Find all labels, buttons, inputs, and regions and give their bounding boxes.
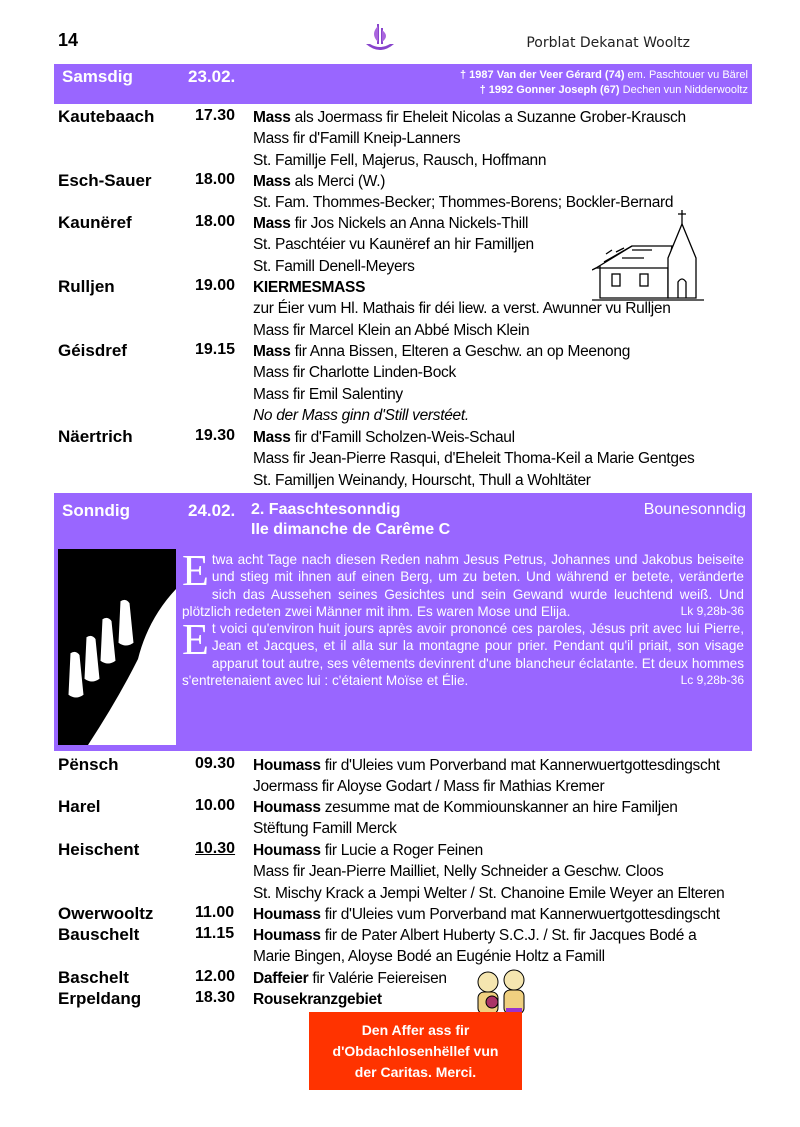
- intention-line: Joermass fir Aloyse Godart / Mass fir Mathias Kremer: [253, 778, 605, 796]
- memorial-list: [460, 68, 748, 98]
- place-name: Pënsch: [58, 755, 119, 774]
- intention-line: Mass fir Anna Bissen, Elteren a Geschw. an op Meenong: [253, 343, 631, 360]
- place-name: Baschelt: [58, 968, 129, 987]
- feast-title-fr: IIe dimanche de Carême C: [251, 521, 451, 538]
- mass-time: 19.15: [195, 341, 236, 358]
- saturday-header: [54, 64, 752, 104]
- place-name: Kaunëref: [58, 213, 132, 232]
- intention-line: Mass als Joermass fir Eheleit Nicolas a Suzanne Grober-Krausch: [253, 109, 686, 126]
- intention-list: [253, 755, 720, 798]
- place-name: Géisdref: [58, 341, 127, 360]
- day-label: Samsdig: [62, 67, 133, 86]
- intention-line: Mass fir Emil Salentiny: [253, 385, 403, 403]
- place-name: Heischent: [58, 840, 140, 859]
- intention-list: [253, 968, 447, 989]
- mass-time: 19.30: [195, 427, 236, 444]
- intention-line: St. Familljen Weinandy, Hourscht, Thull a Wohltäter: [253, 471, 591, 489]
- intention-line: Daffeier fir Valérie Feiereisen: [253, 970, 447, 987]
- feast-title-lu: 2. Faaschtesonndig: [251, 501, 401, 518]
- intention-line: Mass fir d'Famill Scholzen-Weis-Schaul: [253, 429, 515, 446]
- mass-time: 19.00: [195, 277, 236, 294]
- scripture-ref: Lc 9,28b-36: [680, 673, 744, 688]
- intention-list: [253, 904, 720, 925]
- intention-list: [253, 213, 534, 277]
- notice-line: Den Affer ass fir: [361, 1022, 470, 1038]
- date-label: 23.02.: [188, 67, 236, 86]
- intention-line: Houmass fir d'Uleies vum Porverband mat Kannerwuertgottesdingscht: [253, 906, 720, 923]
- church-icon: [592, 206, 706, 302]
- mass-time: 11.00: [195, 904, 235, 921]
- day-label: Sonndig: [62, 501, 130, 520]
- intention-list: [253, 427, 694, 491]
- gospel-fr: Et voici qu'environ huit jours après avoir prononcé ces paroles, Jésus prit avec lui Pierre, Jean et Jacques, et il alla sur la montagne pour prier. Pendant qu'il priait, son visage apparut tout autre, ses vêtements devinrent d'une blancheur éclatante. Et deux hommes s'entretenaient avec lui : c'étaient Moïse et Élie. Lc 9,28b-36: [182, 615, 744, 689]
- feast-subtitle: Bounesonndig: [643, 501, 746, 518]
- intention-line: Marie Bingen, Aloyse Bodé an Eugénie Holtz a Famill: [253, 948, 605, 966]
- intention-line: St. Famillje Fell, Majerus, Rausch, Hoffmann: [253, 151, 547, 169]
- intention-line: Mass fir Jos Nickels an Anna Nickels-Thill: [253, 215, 529, 232]
- place-name: Näertrich: [58, 427, 133, 446]
- sunday-header: [54, 493, 752, 751]
- memorial-item: † 1992 Gonner Joseph (67) Dechen vun Nidderwooltz: [479, 84, 748, 96]
- mass-time: 11.15: [195, 925, 235, 942]
- place-name: Erpeldang: [58, 989, 142, 1008]
- place-name: Harel: [58, 797, 101, 816]
- intention-line: KIERMESMASS: [253, 279, 366, 296]
- mass-time: 10.30: [195, 840, 236, 857]
- intention-list: [253, 107, 686, 171]
- mass-time: 09.30: [195, 755, 236, 772]
- place-name: Bauschelt: [58, 925, 140, 944]
- mass-time: 17.30: [195, 107, 236, 124]
- intention-line: Mass fir Jean-Pierre Rasqui, d'Eheleit Thoma-Keil a Marie Gentges: [253, 450, 695, 468]
- intention-list: [253, 840, 724, 904]
- transfiguration-illustration: [58, 549, 176, 745]
- offering-notice: [309, 1012, 522, 1090]
- intention-line: St. Fam. Thommes-Becker; Thommes-Borens; Bockler-Bernard: [253, 194, 674, 212]
- intention-line: zur Éier vum Hl. Mathais fir déi liew. a verst. Awunner vu Rulljen: [253, 300, 671, 318]
- intention-line: St. Paschtéier vu Kaunëref an hir Familljen: [253, 236, 534, 254]
- mass-time: 10.00: [195, 797, 236, 814]
- intention-line: Mass als Merci (W.): [253, 173, 386, 190]
- publication-title: Porblat Dekanat Wooltz: [526, 35, 690, 51]
- date-label: 24.02.: [188, 501, 236, 520]
- intention-line: Rousekranzgebiet: [253, 991, 382, 1008]
- drop-cap: E: [182, 546, 209, 595]
- intention-line: St. Mischy Krack a Jempi Welter / St. Chanoine Emile Weyer an Elteren: [253, 884, 725, 902]
- place-name: Kautebaach: [58, 107, 155, 126]
- scripture-ref: Lk 9,28b-36: [680, 603, 744, 618]
- intention-line: Mass fir Marcel Klein an Abbé Misch Klein: [253, 321, 530, 339]
- drop-cap: E: [182, 615, 209, 665]
- feast-title: [251, 500, 450, 540]
- intention-line: Mass fir Charlotte Linden-Bock: [253, 364, 456, 382]
- page-number: 14: [58, 30, 79, 50]
- intention-line: Houmass fir de Pater Albert Huberty S.C.J. / St. fir Jacques Bodé a: [253, 927, 697, 944]
- place-name: Owerwooltz: [58, 904, 154, 923]
- mass-time: 18.00: [195, 213, 236, 230]
- intention-line: Stëftung Famill Merck: [253, 820, 397, 838]
- ship-logo-icon: [360, 20, 400, 60]
- mass-time: 12.00: [195, 968, 236, 985]
- intention-line: Houmass fir Lucie a Roger Feinen: [253, 842, 483, 859]
- intention-line: Houmass zesumme mat de Kommiounskanner an hire Familjen: [253, 799, 678, 816]
- intention-line: No der Mass ginn d'Still verstéet.: [253, 406, 469, 424]
- place-name: Esch-Sauer: [58, 171, 152, 190]
- intention-list: [253, 925, 696, 968]
- memorial-item: † 1987 Van der Veer Gérard (74) em. Paschtouer vu Bärel: [459, 69, 748, 81]
- mass-time: 18.00: [195, 171, 236, 188]
- intention-list: [253, 341, 630, 426]
- notice-line: der Caritas. Merci.: [354, 1064, 477, 1080]
- intention-line: Houmass fir d'Uleies vum Porverband mat Kannerwuertgottesdingscht: [253, 757, 720, 774]
- gospel-text: [182, 546, 744, 689]
- mass-time: 18.30: [195, 989, 236, 1006]
- intention-line: Mass fir d'Famill Kneip-Lanners: [253, 130, 461, 148]
- gospel-de: Etwa acht Tage nach diesen Reden nahm Jesus Petrus, Johannes und Jakobus beiseite und stieg mit ihnen auf einen Berg, um zu beten. Und während er betete, veränderte sich das Aussehen seines Gesichtes und sein Gewand wurde leuchtend weiß. Und plötzlich redeten zwei Männer mit ihm. Es waren Mose und Elija. Lk 9,28b-36: [182, 546, 744, 619]
- intention-line: St. Famill Denell-Meyers: [253, 257, 415, 275]
- intention-line: Mass fir Jean-Pierre Mailliet, Nelly Schneider a Geschw. Cloos: [253, 863, 664, 881]
- intention-list: [253, 797, 678, 840]
- notice-line: d'Obdachlosenhëllef vun: [332, 1043, 499, 1059]
- intention-list: [253, 989, 382, 1010]
- place-name: Rulljen: [58, 277, 115, 296]
